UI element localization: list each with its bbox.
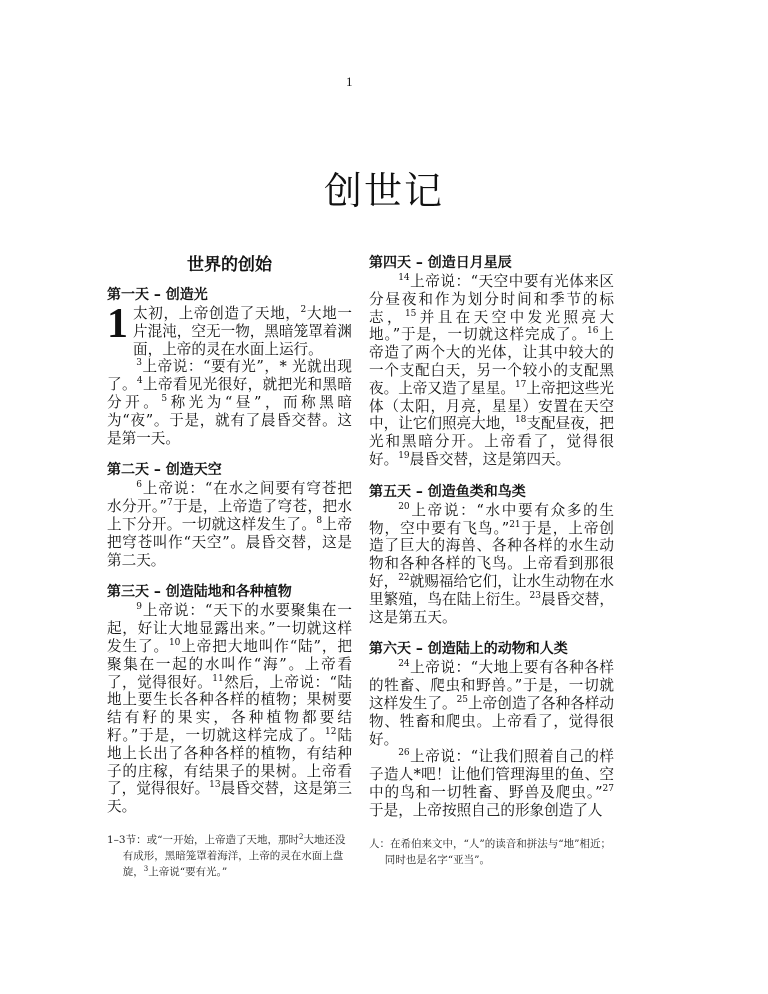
verse-number: 21 [509, 519, 521, 530]
verse-number: 22 [398, 572, 410, 583]
verse-paragraph [369, 659, 614, 748]
verse-number: 15 [404, 308, 417, 319]
section-heading: 第六天 – 创造陆上的动物和人类 [369, 641, 568, 658]
verse-text: 上帝说：“水中要有众多的生物，空中要有飞鸟。” [369, 501, 614, 537]
left-column [107, 254, 352, 880]
section-heading: 第三天 – 创造陆地和各种植物 [107, 584, 292, 601]
verse-text: 大地还没有成形，黑暗笼罩着海洋，上帝的灵在水面上盘旋， [122, 833, 346, 878]
verse-number: 20 [398, 501, 410, 512]
verse-text: 就赐福给它们，让水生动物在水里繁殖，鸟在陆上衍生。 [369, 572, 614, 608]
verse-number: 23 [529, 590, 541, 601]
verse-text: 陆地上长出了各种各样的植物，有结种子的庄稼，有结果子的果树。上帝看了，觉得很好。 [107, 726, 352, 798]
verse-text: 上帝把大地叫作“陆”，把聚集在一起的水叫作“海”。上帝看了，觉得很好。 [107, 637, 352, 691]
verse-number: 26 [398, 748, 410, 759]
chapter-number: 1 [107, 301, 128, 347]
section-heading: 第五天 – 创造鱼类和鸟类 [369, 483, 526, 500]
verse-text: 上帝造了两个大的光体，让其中较大的一个支配白天，另一个较小的支配黑夜。上帝又造了星星。 [369, 326, 614, 397]
verse-text: 于是，上帝创造了巨大的海兽、各种各样的水生动物和各种各样的飞鸟。上帝看到那很好， [369, 519, 614, 590]
section [107, 286, 352, 447]
verse-text: 上帝说：“大地上要有各种各样的牲畜、爬虫和野兽。”于是，一切就这样发生了。 [369, 659, 614, 712]
verse-text: 1–3节：或“一开始，上帝造了天地，那时 [107, 833, 299, 846]
verse-number: 9 [136, 602, 142, 613]
section [369, 254, 614, 469]
section [107, 461, 352, 569]
verse-text: 上帝说：“在水之间要有穹苍把水分开。” [107, 480, 352, 516]
verse-paragraph [107, 480, 352, 569]
section-heading: 第二天 – 创造天空 [107, 462, 222, 479]
verse-text: 太初，上帝创造了天地， [133, 305, 301, 322]
verse-text: 上帝创造了各种各样动物、牲畜和爬虫。上帝看了，觉得很好。 [369, 694, 614, 748]
section [369, 640, 614, 819]
page-number: 1 [346, 74, 353, 89]
verse-text: 人：在希伯来文中，“人”的读音和拼法与“地”相近；同时也是名字“亚当”。 [369, 837, 611, 866]
verse-number: 25 [456, 694, 469, 705]
section-title: 世界的创始 [187, 255, 272, 275]
verse-text: 上帝说：“天空中要有光体来区分昼夜和作为划分时间和季节的标志， [369, 273, 614, 326]
verse-text: 上帝看见光很好，就把光和黑暗分开。 [107, 376, 352, 411]
section-heading: 第四天 – 创造日月星辰 [369, 255, 512, 271]
section-heading: 第一天 – 创造光 [107, 287, 208, 303]
book-title: 创世记 [323, 169, 444, 213]
verse-number: 6 [136, 480, 142, 491]
verse-number: 27 [602, 783, 614, 794]
verse-text: 晨昏交替，这是第五天。 [369, 590, 614, 626]
verse-number: 12 [325, 726, 337, 737]
verse-text: 于是，上帝造了穹苍，把水上下分开。一切就这样发生了。 [107, 498, 352, 533]
verse-number: 13 [209, 780, 221, 791]
verse-text: 并且在天空中发光照亮大地。”于是，一切就这样完成了。 [369, 308, 614, 344]
verse-text: 上帝说：“让我们照着自己的样子造人*吧！让他们管理海里的鱼、空中的鸟和一切牲畜、野兽及爬虫。” [369, 748, 614, 801]
verse-text: 然后，上帝说：“陆地上要生长各种各样的植物；果树要结有籽的果实，各种植物都要结籽。”于是，一切就这样完成了。 [107, 673, 352, 744]
footnote-text [107, 832, 352, 880]
verse-text: 上帝把这些光体（太阳，月亮，星星）安置在天空中，让它们照亮大地， [369, 379, 614, 433]
verse-number: 14 [398, 273, 410, 283]
verse-number: 2 [300, 305, 307, 315]
verse-number: 16 [587, 326, 599, 337]
verse-number: 4 [136, 376, 143, 387]
right-footnote [369, 836, 614, 868]
verse-number: 19 [398, 450, 410, 461]
verse-number: 3 [143, 864, 149, 873]
verse-text: 上帝说“要有光。” [148, 865, 228, 878]
right-sections [369, 254, 614, 820]
verse-number: 5 [161, 393, 168, 404]
verse-paragraph [107, 301, 352, 358]
verse-number: 3 [136, 358, 142, 369]
verse-number: 24 [398, 659, 410, 670]
verse-paragraph [369, 748, 614, 819]
section [107, 583, 352, 816]
verse-text: 晨昏交替，这是第三天。 [107, 780, 352, 816]
verse-text: 支配昼夜，把光和黑暗分开。上帝看了，觉得很好。 [369, 415, 614, 468]
section [369, 483, 614, 627]
verse-number: 10 [168, 637, 181, 648]
verse-paragraph [369, 273, 614, 469]
verse-text: 上帝把穹苍叫作“天空”。晨昏交替，这是第二天。 [107, 515, 352, 569]
verse-paragraph [107, 358, 352, 447]
verse-text: 大地一片混沌，空无一物，黑暗笼罩着渊面，上帝的灵在水面上运行。 [133, 305, 352, 358]
verse-number: 7 [166, 498, 173, 509]
verse-text: 于是，上帝按照自己的形象创造了人 [369, 801, 603, 819]
verse-text: 上帝说：“要有光”，* 光就出现了。 [107, 358, 352, 394]
verse-paragraph [369, 502, 614, 627]
verse-number: 2 [298, 832, 304, 841]
verse-number: 17 [514, 379, 527, 390]
right-column [369, 254, 614, 868]
verse-text: 晨昏交替，这是第四天。 [409, 450, 571, 468]
verse-number: 8 [316, 515, 323, 526]
left-sections [107, 286, 352, 816]
verse-number: 11 [212, 673, 224, 684]
footnote-text [369, 836, 614, 868]
left-footnote [107, 832, 352, 880]
verse-text: 上帝说：“天下的水要聚集在一起，好让大地显露出来。”一切就这样发生了。 [107, 602, 352, 655]
verse-text: 称光为“昼”，而称黑暗为“夜”。于是，就有了晨昏交替。这是第一天。 [107, 393, 352, 447]
verse-paragraph [107, 602, 352, 816]
verse-number: 18 [514, 415, 527, 426]
